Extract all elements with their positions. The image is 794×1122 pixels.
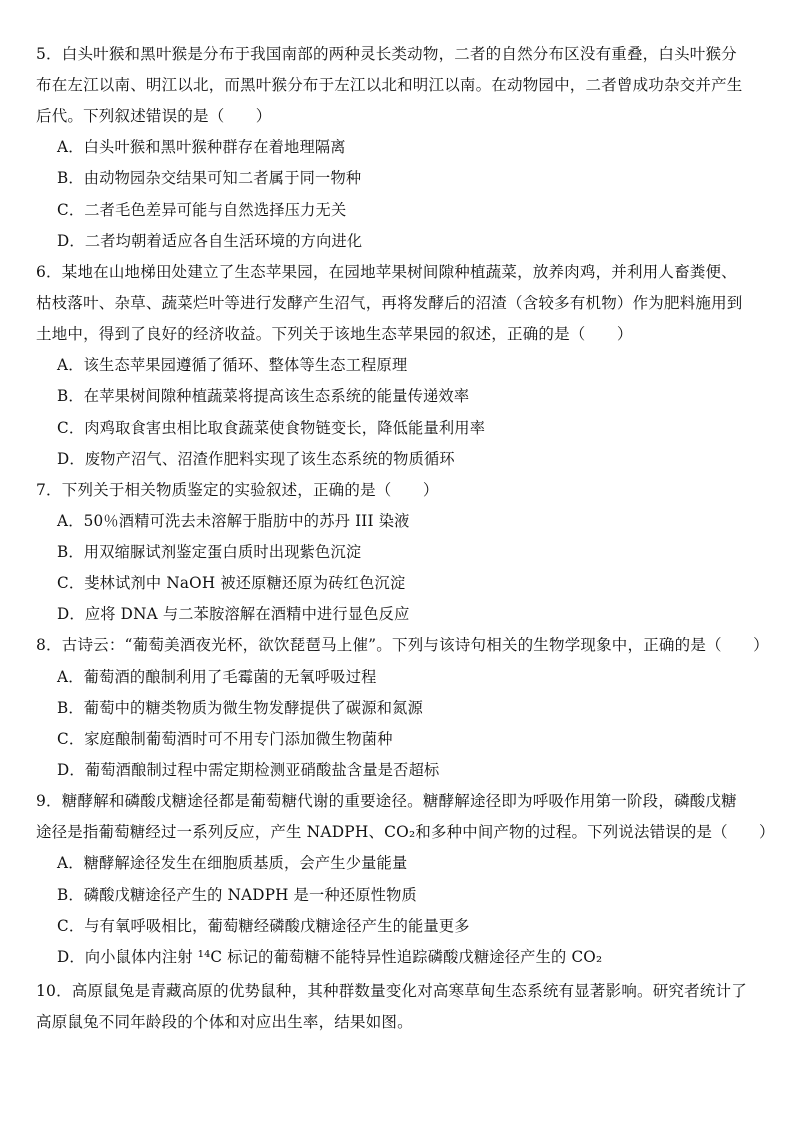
q5-option-b: B．由动物园杂交结果可知二者属于同一物种	[57, 169, 362, 187]
q8-option-d: D．葡萄酒酿制过程中需定期检测亚硝酸盐含量是否超标	[57, 761, 440, 779]
q8-stem-line1: 8．古诗云：“葡萄美酒夜光杯，欲饮琵琶马上催”。下列与该诗句相关的生物学现象中，正确的是（ ）	[36, 636, 769, 654]
q5-option-d: D．二者均朝着适应各自生活环境的方向进化	[57, 232, 363, 250]
q9-option-c: C．与有氧呼吸相比，葡萄糖经磷酸戊糖途径产生的能量更多	[57, 917, 470, 935]
q7-option-c: C．斐林试剂中 NaOH 被还原糖还原为砖红色沉淀	[57, 574, 406, 592]
q6-option-a: A．该生态苹果园遵循了循环、整体等生态工程原理	[57, 356, 408, 374]
q9-stem-line1: 9．糖酵解和磷酸戊糖途径都是葡萄糖代谢的重要途径。糖酵解途径即为呼吸作用第一阶段，磷酸戊糖	[36, 792, 737, 810]
q6-option-d: D．废物产沼气、沼渣作肥料实现了该生态系统的物质循环	[57, 450, 455, 468]
q9-option-b: B．磷酸戊糖途径产生的 NADPH 是一种还原性物质	[57, 886, 417, 904]
q6-stem-line1: 6．某地在山地梯田处建立了生态苹果园，在园地苹果树间隙种植蔬菜，放养肉鸡，并利用人畜粪便、	[36, 263, 737, 281]
q7-option-d: D．应将 DNA 与二苯胺溶解在酒精中进行显色反应	[57, 605, 410, 623]
q9-option-d: D．向小鼠体内注射 ¹⁴C 标记的葡萄糖不能特异性追踪磷酸戊糖途径产生的 CO₂	[57, 948, 603, 966]
q7-option-b: B．用双缩脲试剂鉴定蛋白质时出现紫色沉淀	[57, 543, 362, 561]
q9-option-a: A．糖酵解途径发生在细胞质基质，会产生少量能量	[57, 854, 408, 872]
q10-stem-line1: 10．高原鼠兔是青藏高原的优势鼠种，其种群数量变化对高寒草甸生态系统有显著影响。研究者统计了	[36, 982, 747, 1000]
q6-option-b: B．在苹果树间隙种植蔬菜将提高该生态系统的能量传递效率	[57, 387, 470, 405]
q5-stem-line3: 后代。下列叙述错误的是（ ）	[36, 107, 272, 125]
q7-option-a: A．50％酒精可洗去未溶解于脂肪中的苏丹 III 染液	[57, 512, 410, 530]
q8-option-a: A．葡萄酒的酿制利用了毛霉菌的无氧呼吸过程	[57, 668, 377, 686]
q5-stem-line2: 布在左江以南、明江以北，而黑叶猴分布于左江以北和明江以南。在动物园中，二者曾成功杂交并产生	[36, 76, 743, 94]
q6-option-c: C．肉鸡取食害虫相比取食蔬菜使食物链变长，降低能量利用率	[57, 419, 486, 437]
q8-option-b: B．葡萄中的糖类物质为微生物发酵提供了碳源和氮源	[57, 699, 423, 717]
q5-stem-line1: 5．白头叶猴和黑叶猴是分布于我国南部的两种灵长类动物，二者的自然分布区没有重叠，白头叶猴分	[36, 45, 737, 63]
q7-stem-line1: 7．下列关于相关物质鉴定的实验叙述，正确的是（ ）	[36, 481, 439, 499]
q6-stem-line3: 土地中，得到了良好的经济收益。下列关于该地生态苹果园的叙述，正确的是（ ）	[36, 325, 633, 343]
q5-option-a: A．白头叶猴和黑叶猴种群存在着地理隔离	[57, 138, 346, 156]
q8-option-c: C．家庭酿制葡萄酒时可不用专门添加微生物菌种	[57, 730, 393, 748]
q9-stem-line2: 途径是指葡萄糖经过一系列反应，产生 NADPH、CO₂和多种中间产物的过程。下列说法错误的是（ ）	[36, 823, 775, 841]
q5-option-c: C．二者毛色差异可能与自然选择压力无关	[57, 201, 347, 219]
q10-stem-line2: 高原鼠兔不同年龄段的个体和对应出生率，结果如图。	[36, 1013, 413, 1031]
q6-stem-line2: 枯枝落叶、杂草、蔬菜烂叶等进行发酵产生沼气，再将发酵后的沼渣（含较多有机物）作为肥料施用到	[36, 294, 743, 312]
